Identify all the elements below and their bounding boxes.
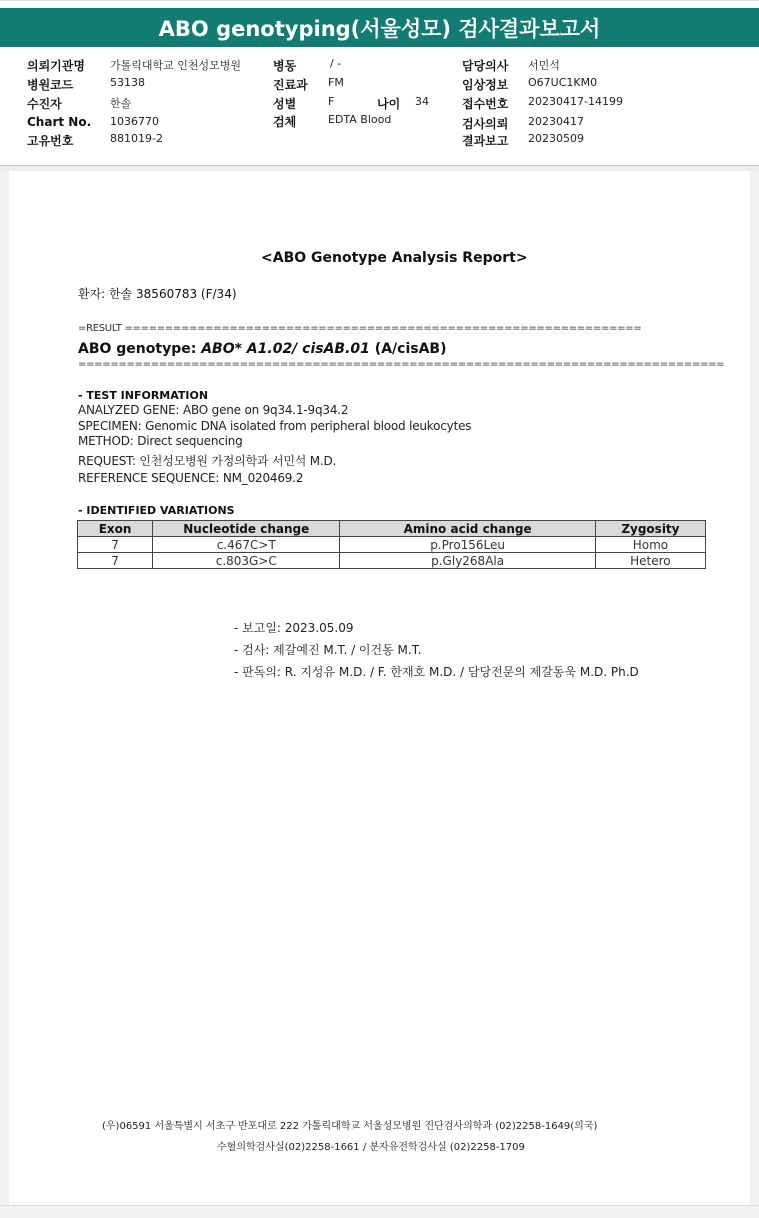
report-title: <ABO Genotype Analysis Report> (261, 250, 528, 266)
label-specimen: 검체 (273, 115, 297, 129)
cell-nucleotide: c.467C>T (153, 537, 340, 553)
result-divider-bottom: ================================================================================ (78, 359, 725, 370)
label-sex: 성별 (273, 97, 297, 111)
value-request-date: 20230417 (528, 115, 584, 128)
value-ward: / - (330, 57, 342, 70)
label-clinical-info: 임상정보 (462, 78, 509, 92)
genotype-alleles: ABO* A1.02/ cisAB.01 (201, 341, 370, 357)
label-hospital-code: 병원코드 (27, 78, 74, 92)
report-date-line: - 보고일: 2023.05.09 (234, 621, 354, 635)
cell-exon: 7 (78, 537, 153, 553)
label-chart-no: Chart No. (27, 115, 92, 129)
page-margin-right (750, 171, 759, 1205)
cell-amino-acid: p.Gly268Ala (340, 553, 595, 569)
result-divider: =RESULT ================================================================ (78, 323, 642, 334)
value-report-date: 20230509 (528, 132, 584, 145)
label-patient-name: 수진자 (27, 97, 62, 111)
cell-exon: 7 (78, 553, 153, 569)
cell-nucleotide: c.803G>C (153, 553, 340, 569)
analyzed-gene-line: ANALYZED GENE: ABO gene on 9q34.1-9q34.2 (78, 403, 349, 417)
bottom-border (0, 1205, 759, 1218)
method-line: METHOD: Direct sequencing (78, 434, 243, 448)
footer-address: (우)06591 서울특별시 서초구 반포대로 222 가톨릭대학교 서울성모병원 진단검사의학과 (02)2258-1649(의국) (102, 1121, 598, 1132)
patient-line: 환자: 한솔 38560783 (F/34) (78, 287, 237, 301)
value-referring-institution: 가톨릭대학교 인천성모병원 (110, 59, 242, 72)
label-unique-id: 고유번호 (27, 134, 74, 148)
column-header-zygosity: Zygosity (595, 521, 705, 537)
label-ward: 병동 (273, 59, 297, 73)
value-clinical-info: O67UC1KM0 (528, 76, 598, 89)
report-document (9, 171, 750, 1205)
label-age: 나이 (377, 97, 401, 111)
label-report-date: 결과보고 (462, 134, 509, 148)
value-hospital-code: 53138 (110, 76, 145, 89)
value-sex: F (328, 95, 335, 108)
variations-table (77, 520, 706, 569)
pathologists-line: - 판독의: R. 지성유 M.D. / F. 한재호 M.D. / 담당전문의 제갈동욱 M.D. Ph.D (234, 665, 639, 679)
genotype-phenotype: (A/cisAB) (369, 341, 447, 357)
value-accession-no: 20230417-14199 (528, 95, 623, 108)
value-physician: 서민석 (528, 59, 560, 72)
value-chart-no: 1036770 (110, 115, 159, 128)
cell-zygosity: Hetero (595, 553, 705, 569)
specimen-line: SPECIMEN: Genomic DNA isolated from peripheral blood leukocytes (78, 419, 472, 433)
cell-zygosity: Homo (595, 537, 705, 553)
label-referring-institution: 의뢰기관명 (27, 59, 85, 73)
label-accession-no: 접수번호 (462, 97, 509, 111)
test-info-heading: - TEST INFORMATION (78, 389, 209, 402)
variations-heading: - IDENTIFIED VARIATIONS (78, 504, 235, 517)
table-header-row (78, 521, 706, 537)
patient-info-panel (0, 48, 759, 165)
genotype-prefix: ABO genotype: (78, 341, 202, 357)
report-header-title: ABO genotyping(서울성모) 검사결과보고서 (0, 8, 759, 47)
column-header-amino-acid: Amino acid change (340, 521, 595, 537)
label-physician: 담당의사 (462, 59, 509, 73)
value-patient-name: 한솔 (110, 97, 132, 110)
cell-amino-acid: p.Pro156Leu (340, 537, 595, 553)
label-request-date: 검사의뢰 (462, 117, 509, 131)
page-margin-left (0, 171, 9, 1205)
column-header-nucleotide: Nucleotide change (153, 521, 340, 537)
value-age: 34 (415, 95, 429, 108)
value-department: FM (328, 76, 344, 89)
technologists-line: - 검사: 제갈예진 M.T. / 이건동 M.T. (234, 643, 422, 657)
reference-sequence-line: REFERENCE SEQUENCE: NM_020469.2 (78, 471, 304, 485)
genotype-result (78, 341, 446, 357)
footer-phone: 수혈의학검사실(02)2258-1661 / 분자유전학검사실 (02)2258-1709 (217, 1142, 525, 1153)
table-row (78, 537, 706, 553)
label-department: 진료과 (273, 78, 308, 92)
value-specimen: EDTA Blood (328, 113, 392, 126)
value-unique-id: 881019-2 (110, 132, 163, 145)
request-line: REQUEST: 인천성모병원 가정의학과 서민석 M.D. (78, 454, 337, 468)
table-row (78, 553, 706, 569)
column-header-exon: Exon (78, 521, 153, 537)
